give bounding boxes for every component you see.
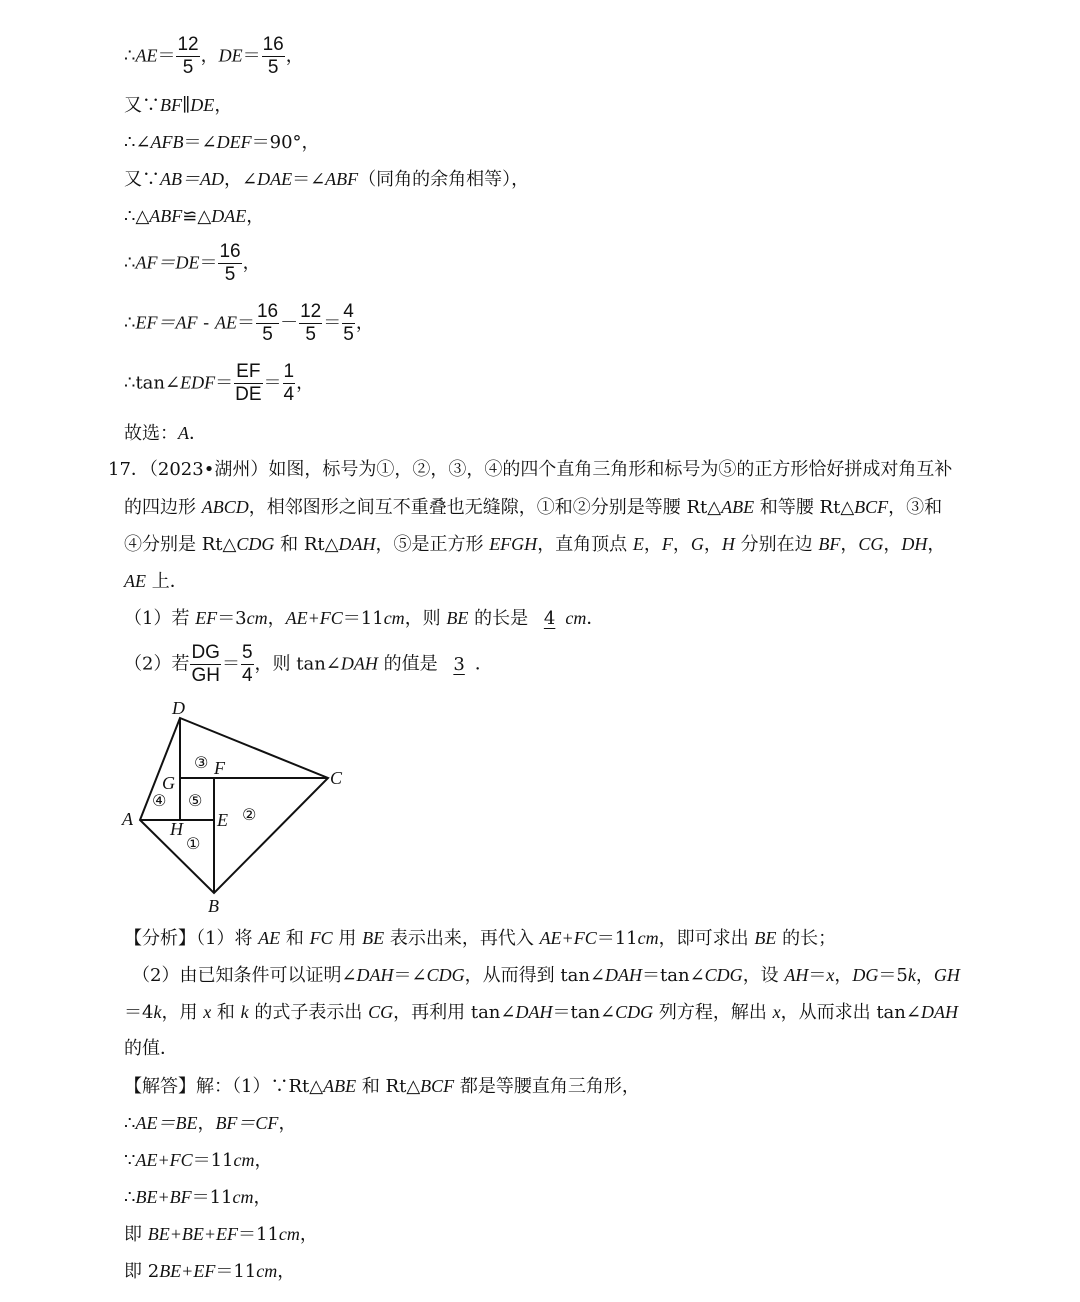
fraction: $\frac{16}{5}$ bbox=[262, 34, 284, 78]
label-f: F bbox=[214, 758, 225, 778]
answer-line-5: 即 BE+BE+EF＝11cm， bbox=[124, 1224, 318, 1245]
answer-blank: 4 bbox=[543, 608, 556, 629]
analysis-line-3: ＝4k，用 x 和 k 的式子表示出 CG，再利用 tan∠DAH＝tan∠CDG 列方程，解出 x，从而求出 tan∠DAH bbox=[124, 1002, 958, 1023]
region-1: ① bbox=[186, 834, 201, 853]
answer-line-4: ∴BE+BF＝11cm， bbox=[124, 1187, 272, 1208]
answer-line-3: ∵AE+FC＝11cm， bbox=[124, 1150, 273, 1171]
region-4: ④ bbox=[152, 791, 167, 810]
label-e: E bbox=[217, 810, 228, 830]
question-line-2: 的四边形 ABCD，相邻图形之间互不重叠也无缝隙，①和②分别是等腰 Rt△ABE 和等腰 Rt△BCF，③和 bbox=[124, 497, 943, 518]
fraction: $\frac{16}{5}$ bbox=[219, 241, 241, 285]
label-h: H bbox=[170, 819, 183, 839]
sol-line-1: ∴AE＝ $\frac{12}{5}$ ，DE＝ $\frac{16}{5}$ ， bbox=[124, 34, 304, 78]
fraction: $\frac{DG}{GH}$ bbox=[191, 642, 220, 686]
sol-line-3: ∴∠AFB＝∠DEF＝90°， bbox=[124, 132, 320, 153]
question-line-1: 17．（2023•湖州）如图，标号为①，②，③，④的四个直角三角形和标号为⑤的正方形恰好拼成对角互补 bbox=[108, 459, 953, 480]
sol-line-6: ∴AF＝DE＝ $\frac{16}{5}$ ， bbox=[124, 241, 261, 285]
fraction: $\frac{1}{4}$ bbox=[283, 361, 295, 405]
answer-line-6: 即 2BE+EF＝11cm， bbox=[124, 1261, 296, 1282]
geometry-figure bbox=[118, 698, 358, 918]
fraction: $\frac{EF}{DE}$ bbox=[235, 361, 262, 405]
answer-line-1: 【解答】解：（1）∵Rt△ABE 和 Rt△BCF 都是等腰直角三角形， bbox=[124, 1076, 640, 1097]
sol-line-7: ∴EF＝AF - AE＝ $\frac{16}{5}$ － $\frac{12}{5}$ ＝ $\frac{4}{5}$ ， bbox=[124, 301, 374, 345]
fraction: $\frac{12}{5}$ bbox=[177, 34, 199, 78]
sol-line-2: 又∵BF∥DE， bbox=[124, 95, 233, 116]
region-5: ⑤ bbox=[188, 791, 203, 810]
label-d: D bbox=[172, 698, 185, 718]
label-b: B bbox=[208, 896, 219, 916]
region-2: ② bbox=[242, 805, 257, 824]
sol-line-4: 又∵AB＝AD，∠DAE＝∠ABF（同角的余角相等）， bbox=[124, 169, 530, 190]
question-part-1: （1）若 EF＝3cm，AE+FC＝11cm，则 BE 的长是 4 cm． bbox=[124, 608, 605, 629]
fraction: $\frac{12}{5}$ bbox=[300, 301, 322, 345]
analysis-line-1: 【分析】（1）将 AE 和 FC 用 BE 表示出来，再代入 AE+FC＝11cm，即可求出 BE 的长； bbox=[124, 928, 837, 949]
fraction: $\frac{4}{5}$ bbox=[343, 301, 354, 345]
sol-line-9: 故选：A． bbox=[124, 423, 207, 444]
quadrilateral-abcd bbox=[140, 718, 328, 893]
label-c: C bbox=[330, 768, 343, 788]
answer-blank: 3 bbox=[453, 653, 465, 675]
fraction: $\frac{16}{5}$ bbox=[256, 301, 279, 345]
fraction: $\frac{5}{4}$ bbox=[241, 642, 253, 686]
question-part-2: （2）若 $\frac{DG}{GH}$ ＝ $\frac{5}{4}$ ，则 tan∠DAH 的值是 3 ． bbox=[124, 642, 493, 686]
question-line-3: ④分别是 Rt△CDG 和 Rt△DAH，⑤是正方形 EFGH，直角顶点 E，F，G，H 分别在边 BF，CG，DH， bbox=[124, 534, 946, 555]
answer-line-2: ∴AE＝BE，BF＝CF， bbox=[124, 1113, 297, 1134]
label-a: A bbox=[122, 809, 133, 829]
sol-line-8: ∴tan∠EDF＝ $\frac{EF}{DE}$ ＝ $\frac{1}{4}$ ， bbox=[124, 361, 315, 405]
region-3: ③ bbox=[194, 753, 209, 772]
label-g: G bbox=[162, 773, 175, 793]
analysis-line-4: 的值． bbox=[124, 1038, 178, 1059]
analysis-line-2: （2）由已知条件可以证明∠DAH＝∠CDG，从而得到 tan∠DAH＝tan∠CDG，设 AH＝x，DG＝5k，GH bbox=[132, 965, 960, 986]
sol-line-5: ∴△ABF≌△DAE， bbox=[124, 206, 265, 227]
question-line-4: AE 上． bbox=[124, 571, 188, 592]
